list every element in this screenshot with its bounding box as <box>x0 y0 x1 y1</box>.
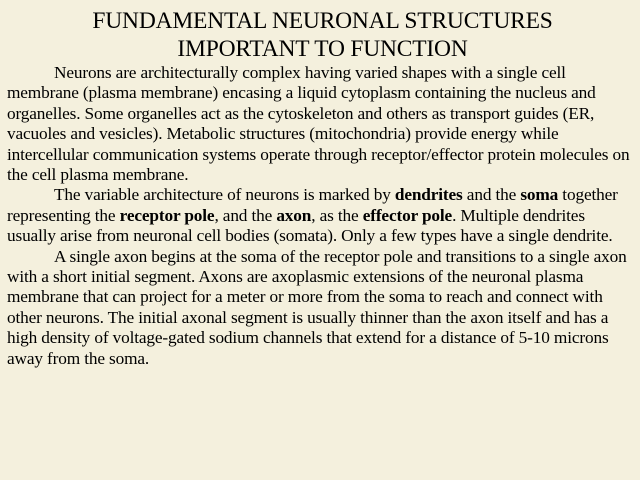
title-line-2: IMPORTANT TO FUNCTION <box>177 36 468 62</box>
text-segment: . Multiple dendrites usually arise from neuronal cell bodies (somata). Only a few types have a single dendrite. <box>7 205 613 246</box>
slide-body <box>7 63 634 369</box>
paragraph-cell-structure: Neurons are architecturally complex having varied shapes with a single cell membrane (plasma membrane) encasing a liquid cytoplasm containing the nucleus and organelles. Some organelles act as the cytoskeleton and others as transport guides (ER, vacuoles and vesicles). Metabolic structures (mitochondria) provide energy while intercellular communication systems operate through receptor/effector protein molecules on the cell plasma membrane. <box>7 63 630 185</box>
text-segment: , and the <box>214 205 277 225</box>
text-segment: together representing the <box>7 185 618 225</box>
text-segment: The variable architecture of neurons is marked by <box>54 185 395 205</box>
text-segment: and the <box>462 185 521 205</box>
text-segment: , as the <box>311 205 363 225</box>
term-axon: axon <box>276 205 312 225</box>
term-soma: soma <box>520 185 559 205</box>
term-receptor-pole: receptor pole <box>119 205 215 225</box>
paragraph-axon: A single axon begins at the soma of the receptor pole and transitions to a single axon with a short initial segment. Axons are axoplasmic extensions of the neuronal plasma membrane that can project for a meter or more from the soma to reach and connect with other neurons. The initial axonal segment is usually thinner than the axon itself and has a high density of voltage-gated sodium channels that extend for a distance of 5-10 microns away from the soma. <box>7 246 627 368</box>
paragraph-architecture <box>7 185 634 246</box>
term-dendrites: dendrites <box>394 185 463 205</box>
slide-title <box>11 7 634 63</box>
term-effector-pole: effector pole <box>362 205 453 225</box>
title-line-1: FUNDAMENTAL NEURONAL STRUCTURES <box>92 8 553 34</box>
